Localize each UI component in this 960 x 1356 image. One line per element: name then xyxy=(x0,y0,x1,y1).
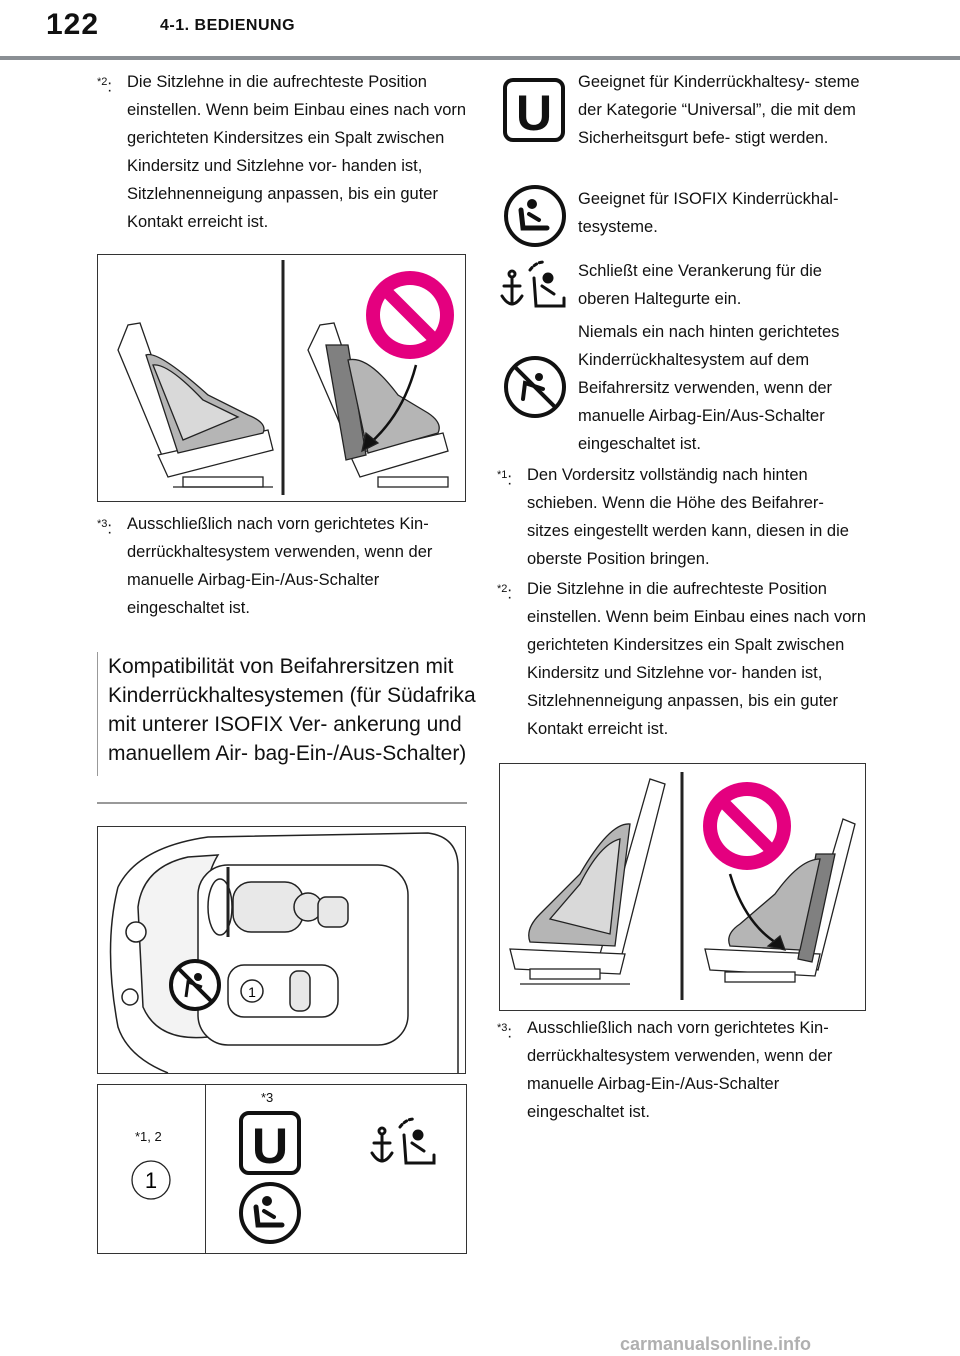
note-3-left xyxy=(97,510,467,622)
compatibility-table xyxy=(97,1084,467,1254)
icon-isofix-description: Geeignet für ISOFIX Kinderrückhal- tesysteme. xyxy=(578,190,839,236)
car-top-view-diagram xyxy=(97,826,466,1074)
note-text: Ausschließlich nach vorn gerichtetes Kin- derrückhaltesystem verwenden, wenn der manuelle Airbag-Ein-/Aus-Schalter eingeschaltet ist. xyxy=(127,515,433,617)
seat-illustration-left xyxy=(97,254,466,502)
note-2-right xyxy=(497,575,867,743)
note-marker: $^{*3}$: xyxy=(497,1022,512,1042)
table-header-col1: *1, 2 xyxy=(135,1129,162,1144)
universal-letter: U xyxy=(515,85,553,141)
note-text: Den Vordersitz vollständig nach hinten schieben. Wenn die Höhe des Beifahrer- sitzes eingestellt werden kann, diesen in die oberste Position bringen. xyxy=(527,466,849,568)
universal-u-icon xyxy=(503,78,565,142)
seat-number-label: 1 xyxy=(144,1168,158,1193)
page-number: 122 xyxy=(46,8,100,41)
icon-u-description: Geeignet für Kinderrückhaltesy- steme der Kategorie “Universal”, die mit dem Sicherheitsgurt befe- stigt werden. xyxy=(578,73,860,147)
section-heading: Kompatibilität von Beifahrersitzen mit Kinderrückhaltesystemen (für Südafrika mit unterer ISOFIX Ver- ankerung und manuellem Air- bag-Ein-/Aus-Schalter) xyxy=(97,652,478,776)
prohibited-icon xyxy=(366,271,454,359)
table-header-col2: *3 xyxy=(261,1090,274,1105)
heading-rule xyxy=(97,802,467,804)
universal-u-icon xyxy=(239,1111,301,1175)
icon-prohibit-description: Niemals ein nach hinten gerichtetes Kinderrückhaltesystem auf dem Beifahrersitz verwenden, wenn der manuelle Airbag-Ein/Aus-Schalter eingeschaltet ist. xyxy=(578,323,840,453)
isofix-icon xyxy=(238,1181,302,1245)
note-3-right xyxy=(497,1014,867,1126)
note-2-left xyxy=(97,68,467,236)
table-divider xyxy=(205,1085,206,1253)
no-rear-facing-isofix-icon xyxy=(171,961,219,1009)
seat-number-label: 1 xyxy=(248,984,256,1000)
watermark: carmanualsonline.info xyxy=(620,1334,812,1354)
note-marker: $^{*2}$: xyxy=(497,583,512,603)
note-marker: $^{*2}$: xyxy=(97,76,112,96)
top-tether-anchor-icon xyxy=(500,258,570,314)
note-text: Die Sitzlehne in die aufrechteste Position einstellen. Wenn beim Einbau eines nach vorn gerichteten Kindersitzes ein Spalt zwischen Kindersitz und Sitzlehne vor- handen ist, Sitzlehnenneigung anpassen, bis ein guter Kontakt erreicht ist. xyxy=(527,580,867,738)
note-text: Die Sitzlehne in die aufrechteste Position einstellen. Wenn beim Einbau eines nach vorn gerichteten Kindersitzes ein Spalt zwischen Kindersitz und Sitzlehne vor- handen ist, Sitzlehnenneigung anpassen, bis ein guter Kontakt erreicht ist. xyxy=(127,73,467,231)
seat-number-circle-icon xyxy=(130,1159,172,1201)
note-marker: $^{*1}$: xyxy=(497,469,512,489)
note-1-right xyxy=(497,461,867,573)
icon-anchor-description: Schließt eine Verankerung für die oberen Haltegurte ein. xyxy=(578,262,822,308)
prohibited-icon xyxy=(703,782,791,870)
header-rule xyxy=(0,56,960,60)
car-seat-with-child-seat xyxy=(510,779,665,984)
car-seat-with-child-seat xyxy=(118,323,273,487)
no-rear-facing-isofix-icon xyxy=(503,355,567,419)
note-text: Ausschließlich nach vorn gerichtetes Kin- derrückhaltesystem verwenden, wenn der manuelle Airbag-Ein-/Aus-Schalter eingeschaltet ist. xyxy=(527,1019,833,1121)
note-marker: $^{*3}$: xyxy=(97,518,112,538)
universal-letter: U xyxy=(251,1118,289,1174)
seat-illustration-right xyxy=(499,763,866,1011)
chapter-title: 4-1. BEDIENUNG xyxy=(160,17,296,34)
isofix-icon xyxy=(503,184,567,248)
top-tether-anchor-icon xyxy=(370,1115,440,1171)
